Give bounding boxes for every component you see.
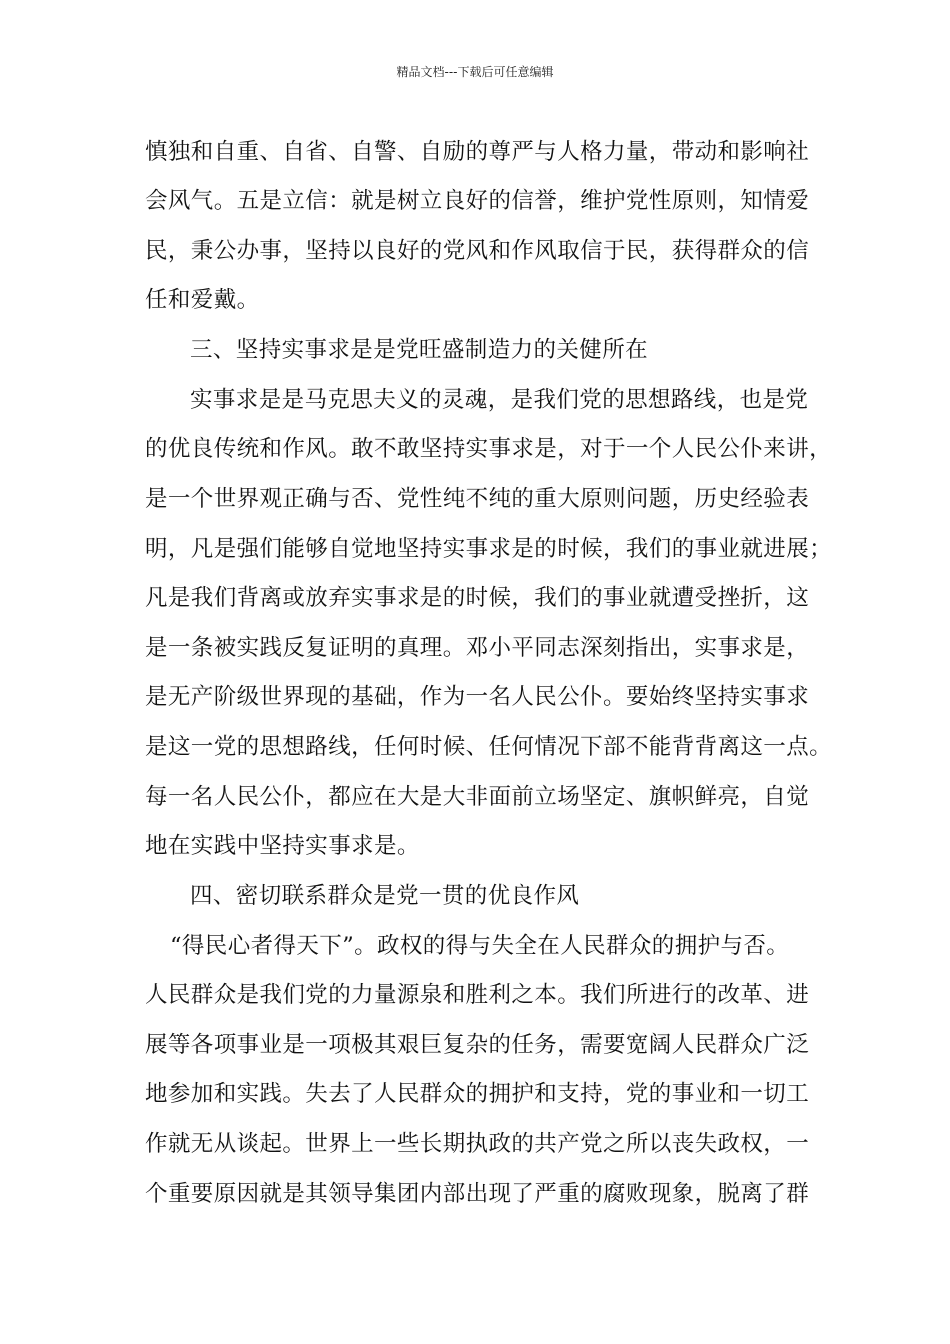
text-line: 会风气。五是立信：就是树立良好的信誉，维护党性原则，知情爱 [145,188,810,214]
text-line: 凡是我们背离或放弃实事求是的时候，我们的事业就遭受挫折，这 [145,585,810,611]
text-line: 明，凡是强们能够自觉地坚持实事求是的时候，我们的事业就进展； [145,536,833,562]
page-header: 精品文档---下载后可任意编辑 [396,65,554,79]
text-line: 地参加和实践。失去了人民群众的拥护和支持，党的事业和一切工 [145,1081,810,1107]
section-heading: 四、密切联系群众是党一贯的优良作风 [190,883,580,909]
text-line: 展等各项事业是一项极其艰巨复杂的任务，需要宽阔人民群众广泛 [145,1032,810,1058]
text-line: 民，秉公办事，坚持以良好的党风和作风取信于民，获得群众的信 [145,238,810,264]
text-line: 是无产阶级世界现的基础，作为一名人民公仆。要始终坚持实事求 [145,684,810,710]
text-line: 作就无从谈起。世界上一些长期执政的共产党之所以丧失政权，一 [145,1131,810,1157]
text-line: 实事求是是马克思夫义的灵魂，是我们党的思想路线，也是党 [190,387,809,413]
text-line: 人民群众是我们党的力量源泉和胜利之本。我们所进行的改革、进 [145,982,810,1008]
text-line: 个重要原因就是其领导集团内部出现了严重的腐败现象，脱离了群 [145,1181,810,1207]
text-line: 地在实践中坚持实事求是。 [145,833,420,859]
text-line: 是一条被实践反复证明的真理。邓小平同志深刻指出，实事求是， [145,635,810,661]
text-line: 任和爱戴。 [145,287,260,313]
text-line: 每一名人民公仆，都应在大是大非面前立场坚定、旗帜鲜亮，自觉 [145,784,810,810]
text-line: 是这一党的思想路线，任何时候、任何情况下部不能背背离这一点。 [145,734,833,760]
section-heading: 三、坚持实事求是是党旺盛制造力的关健所在 [190,337,649,363]
text-line: 的优良传统和作风。敢不敢坚持实事求是，对于一个人民公仆来讲， [145,436,833,462]
text-line: “得民心者得天下”。政权的得与失全在人民群众的拥护与否。 [170,933,790,959]
text-line: 慎独和自重、自省、自警、自励的尊严与人格力量，带动和影响社 [145,139,810,165]
text-line: 是一个世界观正确与否、党性纯不纯的重大原则问题，历史经验表 [145,486,810,512]
